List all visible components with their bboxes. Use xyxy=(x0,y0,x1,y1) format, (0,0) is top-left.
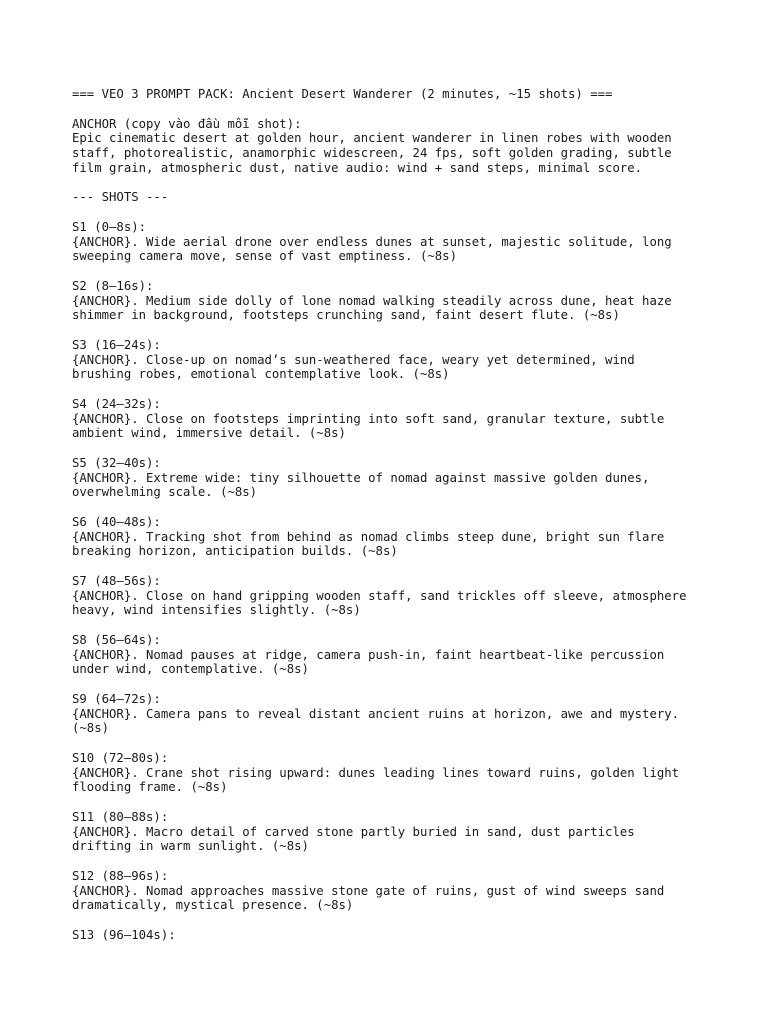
shot-text: {ANCHOR}. Close-up on nomad’s sun-weathered face, weary yet determined, wind brushing robes, emotional contemplative look. (~8s) xyxy=(72,352,643,382)
shot-label: S8 (56–64s): xyxy=(72,632,161,647)
shot-label: S10 (72–80s): xyxy=(72,750,169,765)
shots-header: --- SHOTS --- xyxy=(72,190,169,205)
shot-label: S9 (64–72s): xyxy=(72,691,161,706)
anchor-text: Epic cinematic desert at golden hour, ancient wanderer in linen robes with wooden staff, photorealistic, anamorphic widescreen, 24 fps, soft golden grading, subtle film grain, atmospheric dust, native audio: wind + sand steps, minimal score. xyxy=(72,131,680,175)
shot-label: S11 (80–88s): xyxy=(72,809,169,824)
shot-label: S12 (88–96s): xyxy=(72,868,169,883)
shot-text: {ANCHOR}. Extreme wide: tiny silhouette of nomad against massive golden dunes, overwhelming scale. (~8s) xyxy=(72,470,657,500)
shot-text: {ANCHOR}. Nomad pauses at ridge, camera push-in, faint heartbeat-like percussion under wind, contemplative. (~8s) xyxy=(72,647,672,677)
doc-title: === VEO 3 PROMPT PACK: Ancient Desert Wanderer (2 minutes, ~15 shots) === xyxy=(72,87,613,101)
shot-item xyxy=(72,574,700,618)
shot-label: S1 (0–8s): xyxy=(72,219,147,234)
shot-label: S2 (8–16s): xyxy=(72,278,154,293)
shot-text: {ANCHOR}. Crane shot rising upward: dunes leading lines toward ruins, golden light flooding frame. (~8s) xyxy=(72,765,687,795)
shot-item xyxy=(72,810,700,854)
shot-text: {ANCHOR}. Close on hand gripping wooden staff, sand trickles off sleeve, atmosphere heavy, wind intensifies slightly. (~8s) xyxy=(72,588,694,618)
shot-text: {ANCHOR}. Camera pans to reveal distant ancient ruins at horizon, awe and mystery. (~8s) xyxy=(72,706,687,736)
shot-item xyxy=(72,220,700,264)
shot-item xyxy=(72,515,700,559)
shot-item xyxy=(72,928,700,943)
shot-label: S5 (32–40s): xyxy=(72,455,161,470)
shot-item xyxy=(72,397,700,441)
shot-item xyxy=(72,338,700,382)
shot-label: S7 (48–56s): xyxy=(72,573,161,588)
shot-text: {ANCHOR}. Tracking shot from behind as nomad climbs steep dune, bright sun flare breaking horizon, anticipation builds. (~8s) xyxy=(72,529,672,559)
shot-text: {ANCHOR}. Close on footsteps imprinting into soft sand, granular texture, subtle ambient wind, immersive detail. (~8s) xyxy=(72,411,672,441)
shot-item xyxy=(72,751,700,795)
shot-label: S13 (96–104s): xyxy=(72,927,176,942)
shot-item xyxy=(72,456,700,500)
shot-item xyxy=(72,633,700,677)
shot-text: {ANCHOR}. Medium side dolly of lone nomad walking steadily across dune, heat haze shimmer in background, footsteps crunching sand, faint desert flute. (~8s) xyxy=(72,293,680,323)
shot-item xyxy=(72,692,700,736)
anchor-header: ANCHOR (copy vào đầu mỗi shot): xyxy=(72,116,302,131)
shot-text: {ANCHOR}. Macro detail of carved stone partly buried in sand, dust particles drifting in warm sunlight. (~8s) xyxy=(72,824,643,854)
shots-list xyxy=(72,220,700,943)
shot-label: S6 (40–48s): xyxy=(72,514,161,529)
shot-label: S4 (24–32s): xyxy=(72,396,161,411)
shot-text: {ANCHOR}. Nomad approaches massive stone gate of ruins, gust of wind sweeps sand dramatically, mystical presence. (~8s) xyxy=(72,883,672,913)
shot-label: S3 (16–24s): xyxy=(72,337,161,352)
shot-text: {ANCHOR}. Wide aerial drone over endless dunes at sunset, majestic solitude, long sweeping camera move, sense of vast emptiness. (~8s) xyxy=(72,234,680,264)
shot-item xyxy=(72,279,700,323)
shot-item xyxy=(72,869,700,913)
